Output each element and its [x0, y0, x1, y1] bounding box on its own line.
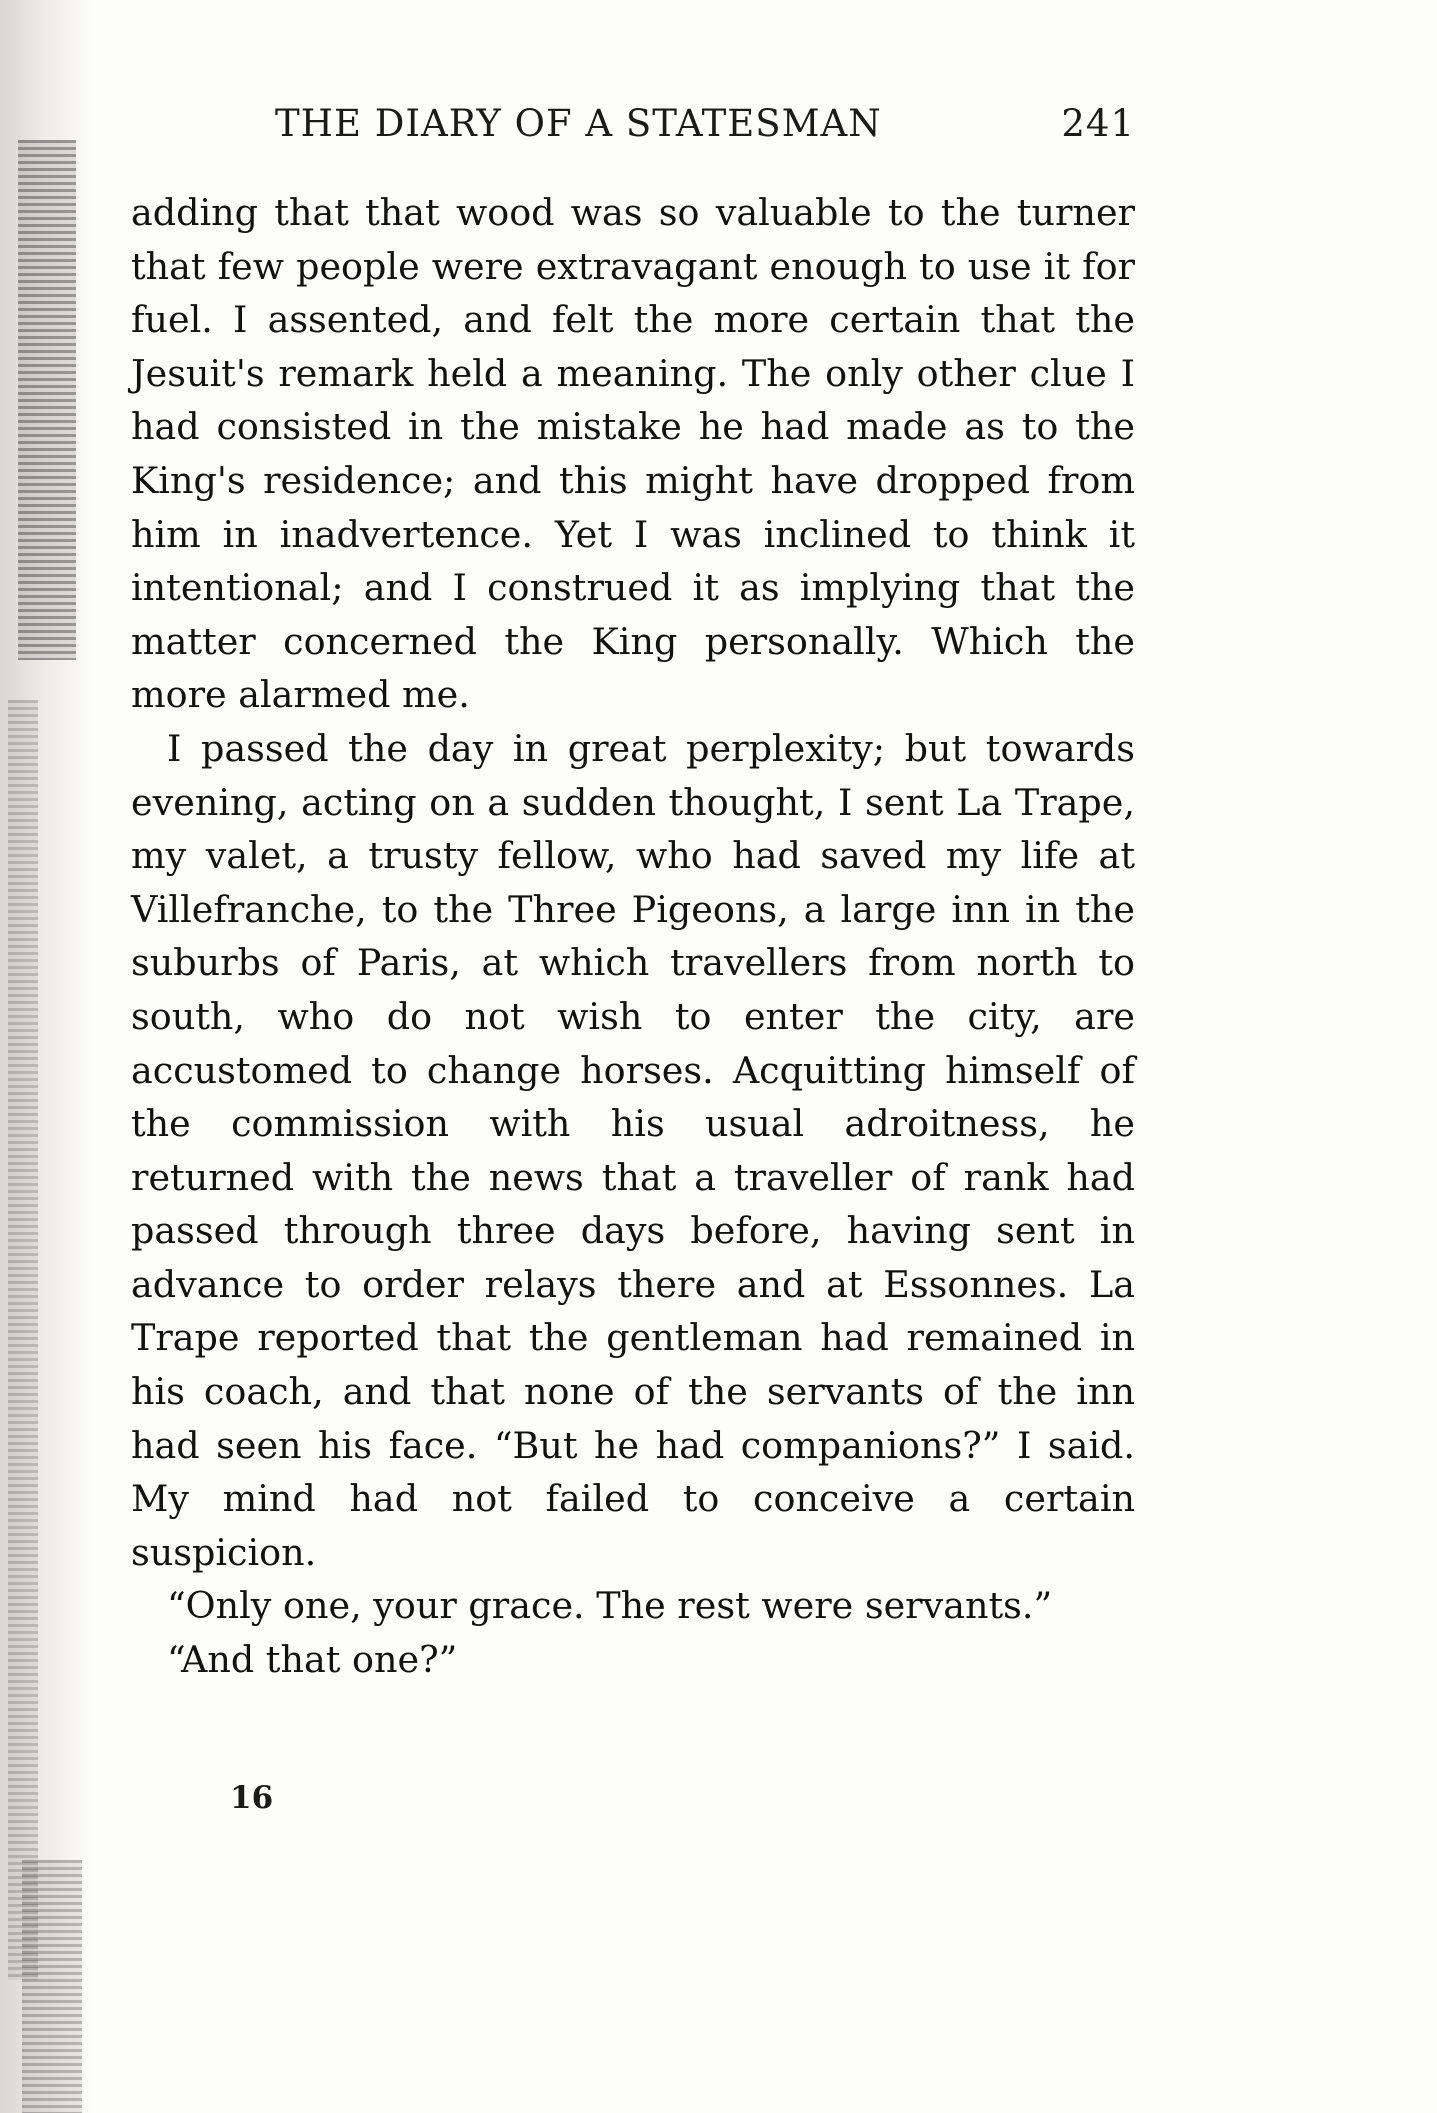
running-title: THE DIARY OF A STATESMAN	[275, 102, 882, 145]
gutter-scan-artifact	[22, 1860, 82, 2113]
page-number: 241	[1061, 102, 1135, 145]
running-head	[275, 102, 1135, 150]
paragraph: “And that one?”	[167, 1638, 458, 1682]
paragraph: adding that that wood was so valuable to the turner that few people were extravagant enough to use it for fuel. I assented, and felt the more certain that the Jesuit's remark held a meaning. The only other clue I had consisted in the mistake he had made as to the King's residence; and this might have dropped from him in inadvertence. Yet I was inclined to think it intentional; and I construed it as implying that the matter concerned the King personally. Which the more alarmed me.	[131, 191, 1135, 717]
paragraph: “Only one, your grace. The rest were servants.”	[167, 1584, 1053, 1628]
gutter-scan-artifact	[18, 140, 76, 660]
body-text	[131, 186, 1135, 1687]
signature-mark: 16	[230, 1780, 274, 1816]
binding-gutter	[0, 0, 95, 2113]
paragraph: I passed the day in great perplexity; but towards evening, acting on a sudden thought, I sent La Trape, my valet, a trusty fellow, who had saved my life at Villefranche, to the Three Pigeons, a large inn in the suburbs of Paris, at which travellers from north to south, who do not wish to enter the city, are accustomed to change horses. Acquitting himself of the commission with his usual adroitness, he returned with the news that a traveller of rank had passed through three days before, having sent in advance to order relays there and at Essonnes. La Trape reported that the gentleman had remained in his coach, and that none of the servants of the inn had seen his face. “But he had companions?” I said. My mind had not failed to conceive a certain suspicion.	[131, 726, 1135, 1574]
gutter-scan-artifact	[8, 700, 38, 1980]
